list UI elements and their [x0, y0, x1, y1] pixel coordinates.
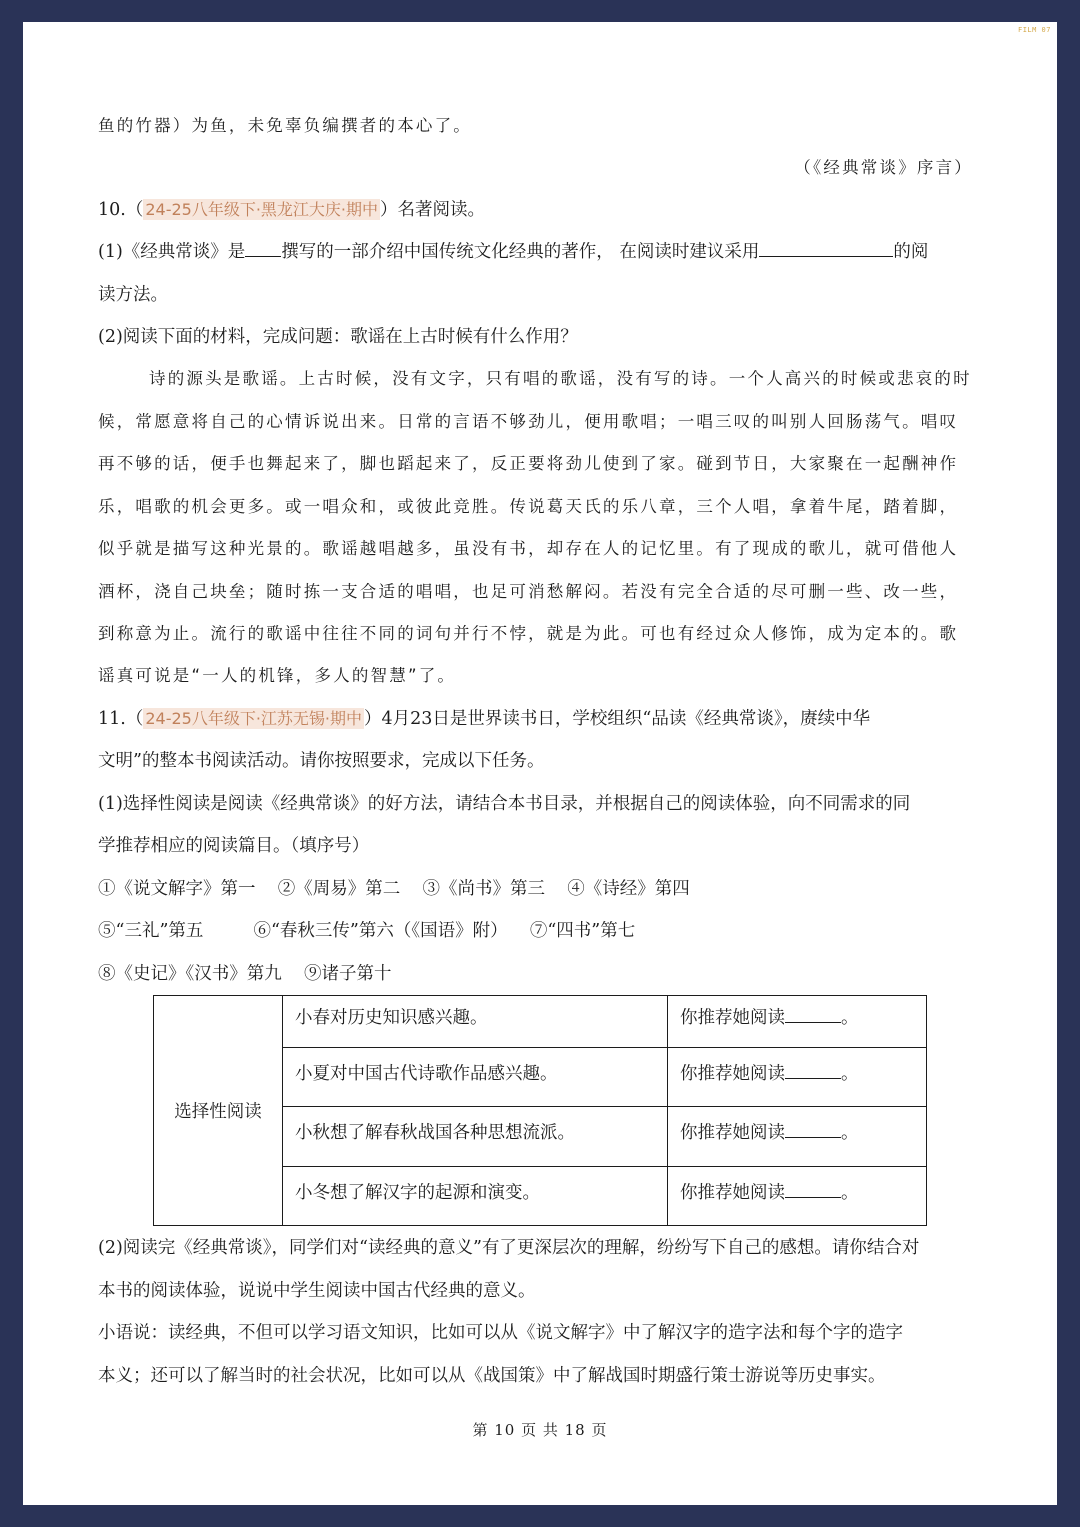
recommend-end: 。: [841, 1183, 859, 1203]
answer-blank[interactable]: [785, 1181, 841, 1198]
q11-part1: (1)选择性阅读是阅读《经典常谈》的好方法，请结合本书目录，并根据自己的阅读体验，向不同需求的同: [98, 794, 911, 814]
need-cell: [283, 996, 668, 1048]
q10-tag: 24-25八年级下·黑龙江大庆·期中: [145, 200, 379, 219]
recommend-cell: [668, 1048, 927, 1107]
q11-heading: [98, 707, 870, 731]
passage-line: 乐，唱歌的机会更多。或一唱众和，或彼此竞胜。传说葛天氏的乐八章，三个人唱，拿着牛尾，踏着脚，: [98, 497, 959, 516]
toc-line: ①《说文解字》第一 ②《周易》第二 ③《尚书》第三 ④《诗经》第四: [98, 879, 690, 899]
q10-part1-cont: 读方法。: [98, 285, 168, 305]
q11-part2: (2)阅读完《经典常谈》，同学们对“读经典的意义”有了更深层次的理解，纷纷写下自己的感想。请你结合对: [98, 1238, 920, 1258]
recommend-end: 。: [841, 1123, 859, 1143]
table-head-cell: 选择性阅读: [154, 996, 283, 1226]
passage-line: 候，常愿意将自己的心情诉说出来。日常的言语不够劲儿，便用歌唱；一唱三叹的叫别人回肠荡气。唱叹: [98, 412, 959, 431]
source-citation: （《经典常谈》序言）: [794, 158, 973, 177]
sample-answer-line: 本义；还可以了解当时的社会状况，比如可以从《战国策》中了解战国时期盛行策士游说等历史事实。: [98, 1366, 886, 1386]
passage-line: 谣真可说是“一人的机锋，多人的智慧”了。: [98, 666, 457, 685]
page-number-footer: 第 10 页 共 18 页: [472, 1421, 608, 1439]
recommend-cell: [668, 1107, 927, 1167]
recommend-end: 。: [841, 1064, 859, 1084]
q10-heading: [98, 198, 485, 222]
need-text: 小秋想了解春秋战国各种思想流派。: [295, 1123, 575, 1143]
q10-part1-text-c: 的阅: [893, 242, 929, 262]
q11-tag: 24-25八年级下·江苏无锡·期中: [145, 709, 363, 728]
answer-blank[interactable]: [785, 1062, 841, 1079]
selective-reading-table: [153, 995, 927, 1226]
answer-blank[interactable]: [759, 240, 893, 257]
passage-line: 诗的源头是歌谣。上古时候，没有文字，只有唱的歌谣，没有写的诗。一个人高兴的时候或悲哀的时: [149, 369, 972, 388]
q11-heading-cont: 文明”的整本书阅读活动。请你按照要求，完成以下任务。: [98, 751, 545, 771]
passage-line: 酒杯，浇自己块垒；随时拣一支合适的唱唱，也足可消愁解闷。若没有完全合适的尽可删一些、改一些，: [98, 582, 959, 601]
intro-tail: 鱼的竹器）为鱼，未免辜负编撰者的本心了。: [98, 116, 472, 135]
toc-line: ⑤“三礼”第五 ⑥“春秋三传”第六（《国语》附） ⑦“四书”第七: [98, 921, 636, 941]
table-row: [154, 996, 927, 1048]
need-cell: [283, 1167, 668, 1226]
q10-title: ）名著阅读。: [380, 200, 486, 220]
passage-line: 到称意为止。流行的歌谣中往往不同的词句并行不悖，就是为此。可也有经过众人修饰，成为定本的。歌: [98, 624, 959, 643]
recommend-cell: [668, 996, 927, 1048]
q10-part1-text-a: (1)《经典常谈》是: [98, 242, 246, 262]
passage-line: 再不够的话，便手也舞起来了，脚也蹈起来了，反正要将劲儿使到了家。碰到节日，大家聚在一起酬神作: [98, 454, 959, 473]
need-cell: [283, 1048, 668, 1107]
need-text: 小冬想了解汉字的起源和演变。: [295, 1183, 540, 1203]
recommend-text: 你推荐她阅读: [680, 1008, 785, 1028]
passage-line: 似乎就是描写这种光景的。歌谣越唱越多，虽没有书，却存在人的记忆里。有了现成的歌儿，就可借他人: [98, 539, 959, 558]
toc-line: ⑧《史记》《汉书》第九 ⑨诸子第十: [98, 964, 392, 984]
recommend-cell: [668, 1167, 927, 1226]
recommend-text: 你推荐她阅读: [680, 1064, 785, 1084]
q10-part2: (2)阅读下面的材料，完成问题：歌谣在上古时候有什么作用？: [98, 327, 578, 347]
q11-title: ）4月23日是世界读书日，学校组织“品读《经典常谈》，赓续中华: [364, 709, 871, 729]
answer-blank[interactable]: [785, 1121, 841, 1138]
need-text: 小春对历史知识感兴趣。: [295, 1008, 488, 1028]
answer-blank[interactable]: [785, 1006, 841, 1023]
need-cell: [283, 1107, 668, 1167]
q10-number: 10.（: [98, 200, 144, 220]
need-text: 小夏对中国古代诗歌作品感兴趣。: [295, 1064, 558, 1084]
recommend-text: 你推荐她阅读: [680, 1123, 785, 1143]
answer-blank[interactable]: [245, 240, 281, 257]
document-page: [23, 22, 1057, 1505]
q10-part1: [98, 240, 928, 264]
q11-number: 11.（: [98, 709, 144, 729]
recommend-end: 。: [841, 1008, 859, 1028]
corner-mark: FILM 07: [1017, 26, 1051, 34]
q10-part1-text-b: 撰写的一部介绍中国传统文化经典的著作， 在阅读时建议采用: [281, 242, 760, 262]
sample-answer-line: 小语说：读经典，不但可以学习语文知识，比如可以从《说文解字》中了解汉字的造字法和每个字的造字: [98, 1323, 903, 1343]
q11-part1-cont: 学推荐相应的阅读篇目。（填序号）: [98, 836, 370, 856]
q11-part2-cont: 本书的阅读体验，说说中学生阅读中国古代经典的意义。: [98, 1281, 536, 1301]
recommend-text: 你推荐她阅读: [680, 1183, 785, 1203]
